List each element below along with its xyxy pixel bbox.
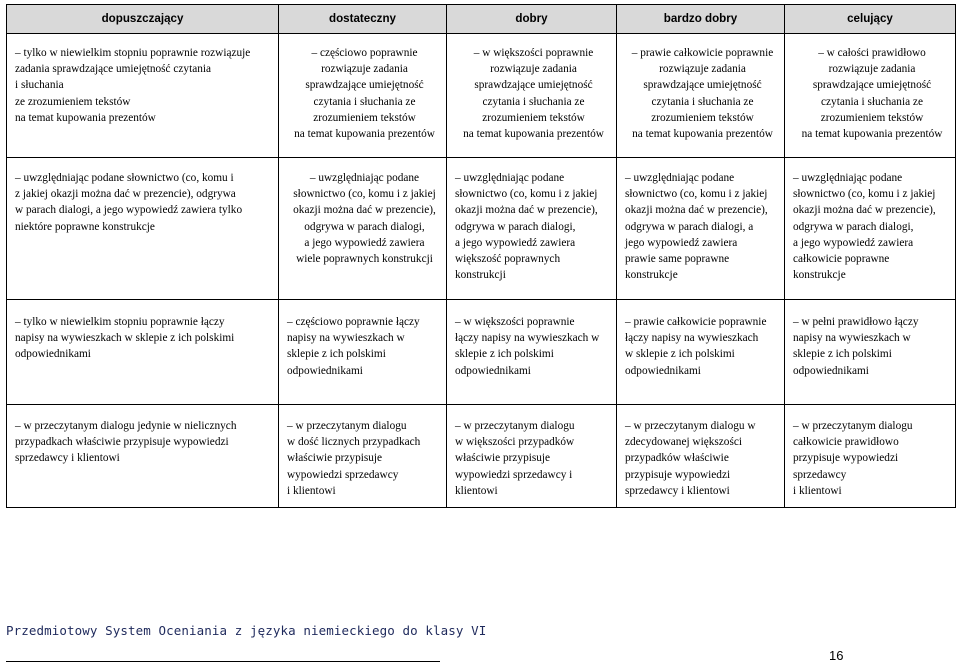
criteria-cell: [617, 405, 785, 508]
criteria-cell: [447, 158, 617, 300]
criteria-cell: [7, 34, 279, 158]
criteria-cell: [7, 300, 279, 405]
criteria-text: – w przeczytanym dialogu jedynie w nielicznych przypadkach właściwie przypisuje wypowiedzi sprzedawcy i klientowi: [15, 420, 237, 465]
criteria-text: – w przeczytanym dialogu w większości przypadków właściwie przypisuje wypowiedzi sprzedawcy i klientowi: [455, 420, 575, 497]
criteria-cell: [279, 405, 447, 508]
page-number: 16: [829, 648, 844, 663]
criteria-text: – tylko w niewielkim stopniu poprawnie rozwiązuje zadania sprawdzające umiejętność czytania i słuchania ze zrozumieniem tekstów na temat kupowania prezentów: [15, 47, 251, 124]
document-footer-title: Przedmiotowy System Oceniania z języka niemieckiego do klasy VI: [6, 623, 487, 638]
criteria-cell: [785, 405, 956, 508]
grade-header-celujacy: celujący: [785, 5, 956, 34]
criteria-text: – uwzględniając podane słownictwo (co, komu i z jakiej okazji można dać w prezencie), odgrywa w parach dialogi, a jego wypowiedź zawiera tylko niektóre poprawne konstrukcje: [15, 172, 243, 233]
grade-header-dopuszczajacy: dopuszczający: [7, 5, 279, 34]
grading-criteria-table: [6, 4, 956, 508]
criteria-cell: [279, 300, 447, 405]
criteria-text: – w większości poprawnie łączy napisy na wywieszkach w sklepie z ich polskimi odpowiednikami: [455, 316, 600, 377]
criteria-text: – uwzględniając podane słownictwo (co, komu i z jakiej okazji można dać w prezencie), odgrywa w parach dialogi, a jego wypowiedź zawiera całkowicie poprawne konstrukcje: [793, 172, 936, 282]
criteria-cell: [617, 158, 785, 300]
grade-header-dostateczny: dostateczny: [279, 5, 447, 34]
criteria-cell: [447, 405, 617, 508]
criteria-row-shop-signs: [7, 300, 956, 405]
criteria-cell: [279, 34, 447, 158]
criteria-row-dialogues: [7, 158, 956, 300]
criteria-row-dialogue-assignment: [7, 405, 956, 508]
criteria-cell: [785, 300, 956, 405]
criteria-cell: [785, 34, 956, 158]
criteria-cell: [7, 405, 279, 508]
grade-header-row: [7, 5, 956, 34]
criteria-text: – częściowo poprawnie łączy napisy na wywieszkach w sklepie z ich polskimi odpowiednikami: [287, 316, 420, 377]
criteria-text: – w przeczytanym dialogu w zdecydowanej większości przypadków właściwie przypisuje wypowiedzi sprzedawcy i klientowi: [625, 420, 756, 497]
criteria-cell: [617, 300, 785, 405]
criteria-cell: [617, 34, 785, 158]
criteria-text: – w całości prawidłowo rozwiązuje zadania sprawdzające umiejętność czytania i słuchania ze zrozumieniem tekstów na temat kupowania prezentów: [801, 47, 943, 141]
criteria-text: – w przeczytanym dialogu całkowicie prawidłowo przypisuje wypowiedzi sprzedawcy i klientowi: [793, 420, 913, 497]
grade-header-bardzo-dobry: bardzo dobry: [617, 5, 785, 34]
grade-header-dobry: dobry: [447, 5, 617, 34]
criteria-text: – uwzględniając podane słownictwo (co, komu i z jakiej okazji można dać w prezencie), odgrywa w parach dialogi, a jego wypowiedź zawiera większość poprawnych konstrukcji: [455, 172, 598, 282]
criteria-text: – tylko w niewielkim stopniu poprawnie łączy napisy na wywieszkach w sklepie z ich polskimi odpowiednikami: [15, 316, 235, 361]
criteria-text: – w większości poprawnie rozwiązuje zadania sprawdzające umiejętność czytania i słuchania ze zrozumieniem tekstów na temat kupowania prezentów: [463, 47, 604, 141]
criteria-cell: [447, 300, 617, 405]
criteria-cell: [7, 158, 279, 300]
criteria-row-reading-listening: [7, 34, 956, 158]
criteria-text: – częściowo poprawnie rozwiązuje zadania sprawdzające umiejętność czytania i słuchania ze zrozumieniem tekstów na temat kupowania prezentów: [294, 47, 435, 141]
criteria-text: – uwzględniając podane słownictwo (co, komu i z jakiej okazji można dać w prezencie), odgrywa w parach dialogi, a jego wypowiedź zawiera wiele poprawnych konstrukcji: [293, 172, 436, 266]
criteria-text: – w przeczytanym dialogu w dość licznych przypadkach właściwie przypisuje wypowiedzi sprzedawcy i klientowi: [287, 420, 421, 497]
criteria-text: – w pełni prawidłowo łączy napisy na wywieszkach w sklepie z ich polskimi odpowiednikami: [793, 316, 919, 377]
footer-divider: [6, 661, 440, 662]
criteria-cell: [447, 34, 617, 158]
criteria-text: – prawie całkowicie poprawnie łączy napisy na wywieszkach w sklepie z ich polskimi odpowiednikami: [625, 316, 767, 377]
criteria-cell: [785, 158, 956, 300]
criteria-cell: [279, 158, 447, 300]
criteria-text: – prawie całkowicie poprawnie rozwiązuje zadania sprawdzające umiejętność czytania i słuchania ze zrozumieniem tekstów na temat kupowania prezentów: [631, 47, 774, 141]
criteria-text: – uwzględniając podane słownictwo (co, komu i z jakiej okazji można dać w prezencie), odgrywa w parach dialogi, a jego wypowiedź zawiera prawie same poprawne konstrukcje: [625, 172, 768, 282]
